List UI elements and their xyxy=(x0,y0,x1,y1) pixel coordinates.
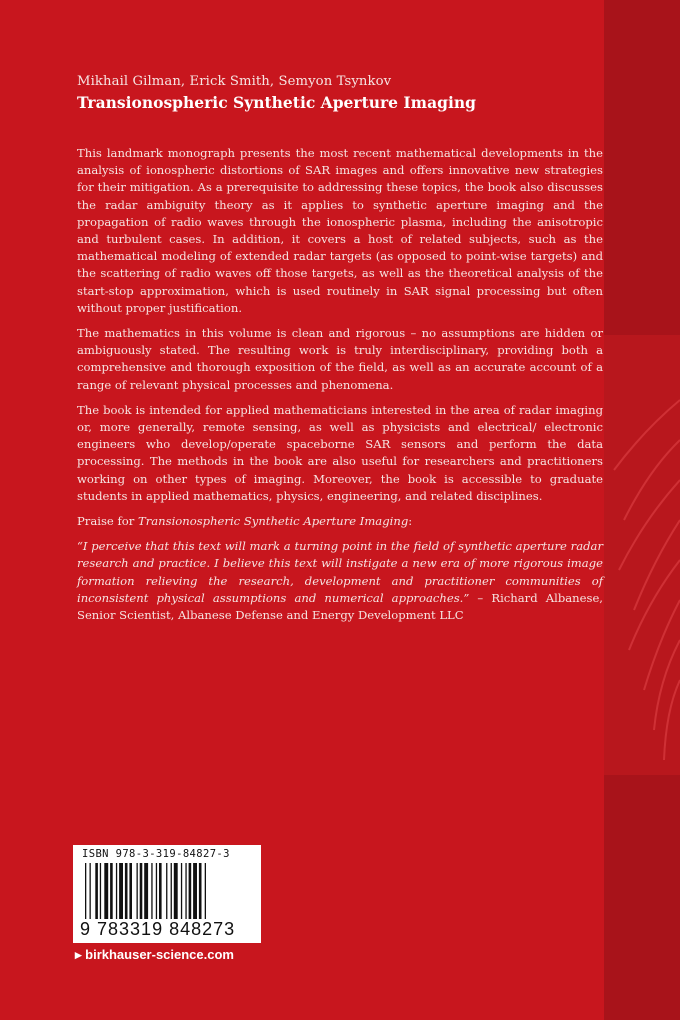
publisher-url-text: birkhauser-science.com xyxy=(85,947,234,962)
publisher-url[interactable]: ▸ birkhauser-science.com xyxy=(75,947,234,962)
quote-attribution: – Richard Albanese, Senior Scientist, Albanese Defense and Energy Development LLC xyxy=(77,590,603,623)
decorative-pattern xyxy=(604,0,680,1020)
isbn-barcode xyxy=(73,845,261,943)
barcode-digits xyxy=(79,919,236,940)
praise-colon: : xyxy=(408,514,413,529)
blurb xyxy=(77,145,603,632)
book-authors: Mikhail Gilman, Erick Smith, Semyon Tsynkov xyxy=(77,74,392,89)
blurb-paragraph: The mathematics in this volume is clean and rigorous – no assumptions are hidden or ambiguously stated. The resulting work is truly interdisciplinary, providing both a comprehensive and thorough exposition of the field, as well as an accurate account of a range of relevant physical processes and phenomena. xyxy=(77,326,603,392)
blurb-paragraph: This landmark monograph presents the most recent mathematical developments in the analysis of ionospheric distortions of SAR images and offers innovative new strategies for their mitigation. As a prerequisite to addressing these topics, the book also discusses the radar ambiguity theory as it applies to synthetic aperture imaging and the propagation of radio waves through the ionospheric plasma, including the anisotropic and turbulent cases. In addition, it covers a host of related subjects, such as the mathematical modeling of extended radar targets (as opposed to point-wise targets) and the scattering of radio waves off those targets, as well as the theoretical analysis of the start-stop approximation, which is used routinely in SAR signal processing but often without proper justification. xyxy=(77,146,603,315)
praise-book-title: Transionospheric Synthetic Aperture Imaging xyxy=(137,514,409,529)
barcode-digits-text: 9 783319 848273 xyxy=(80,919,236,939)
decorative-spine-strip xyxy=(604,0,680,1020)
praise-heading xyxy=(77,513,603,530)
blurb-paragraph: The book is intended for applied mathematicians interested in the area of radar imaging or, more generally, remote sensing, as well as physicists and electrical/ electronic engineers who develop/operate spaceborne SAR sensors and perform the data processing. The methods in the book are also useful for researchers and practitioners working on other types of imaging. Moreover, the book is accessible to graduate students in applied mathematics, physics, engineering, and related disciplines. xyxy=(77,402,603,503)
praise-intro: Praise for xyxy=(77,514,138,529)
isbn-label: ISBN 978-3-319-84827-3 xyxy=(82,848,230,860)
quote-text: “I perceive that this text will mark a turning point in the field of synthetic aperture radar research and practice. I believe this text will instigate a new era of more rigorous image formation relieving the research, development and practitioner communities of inconsistent physical assumptions and numerical approaches.” xyxy=(77,539,603,605)
praise-quote xyxy=(77,538,603,624)
book-title: Transionospheric Synthetic Aperture Imaging xyxy=(77,93,476,112)
